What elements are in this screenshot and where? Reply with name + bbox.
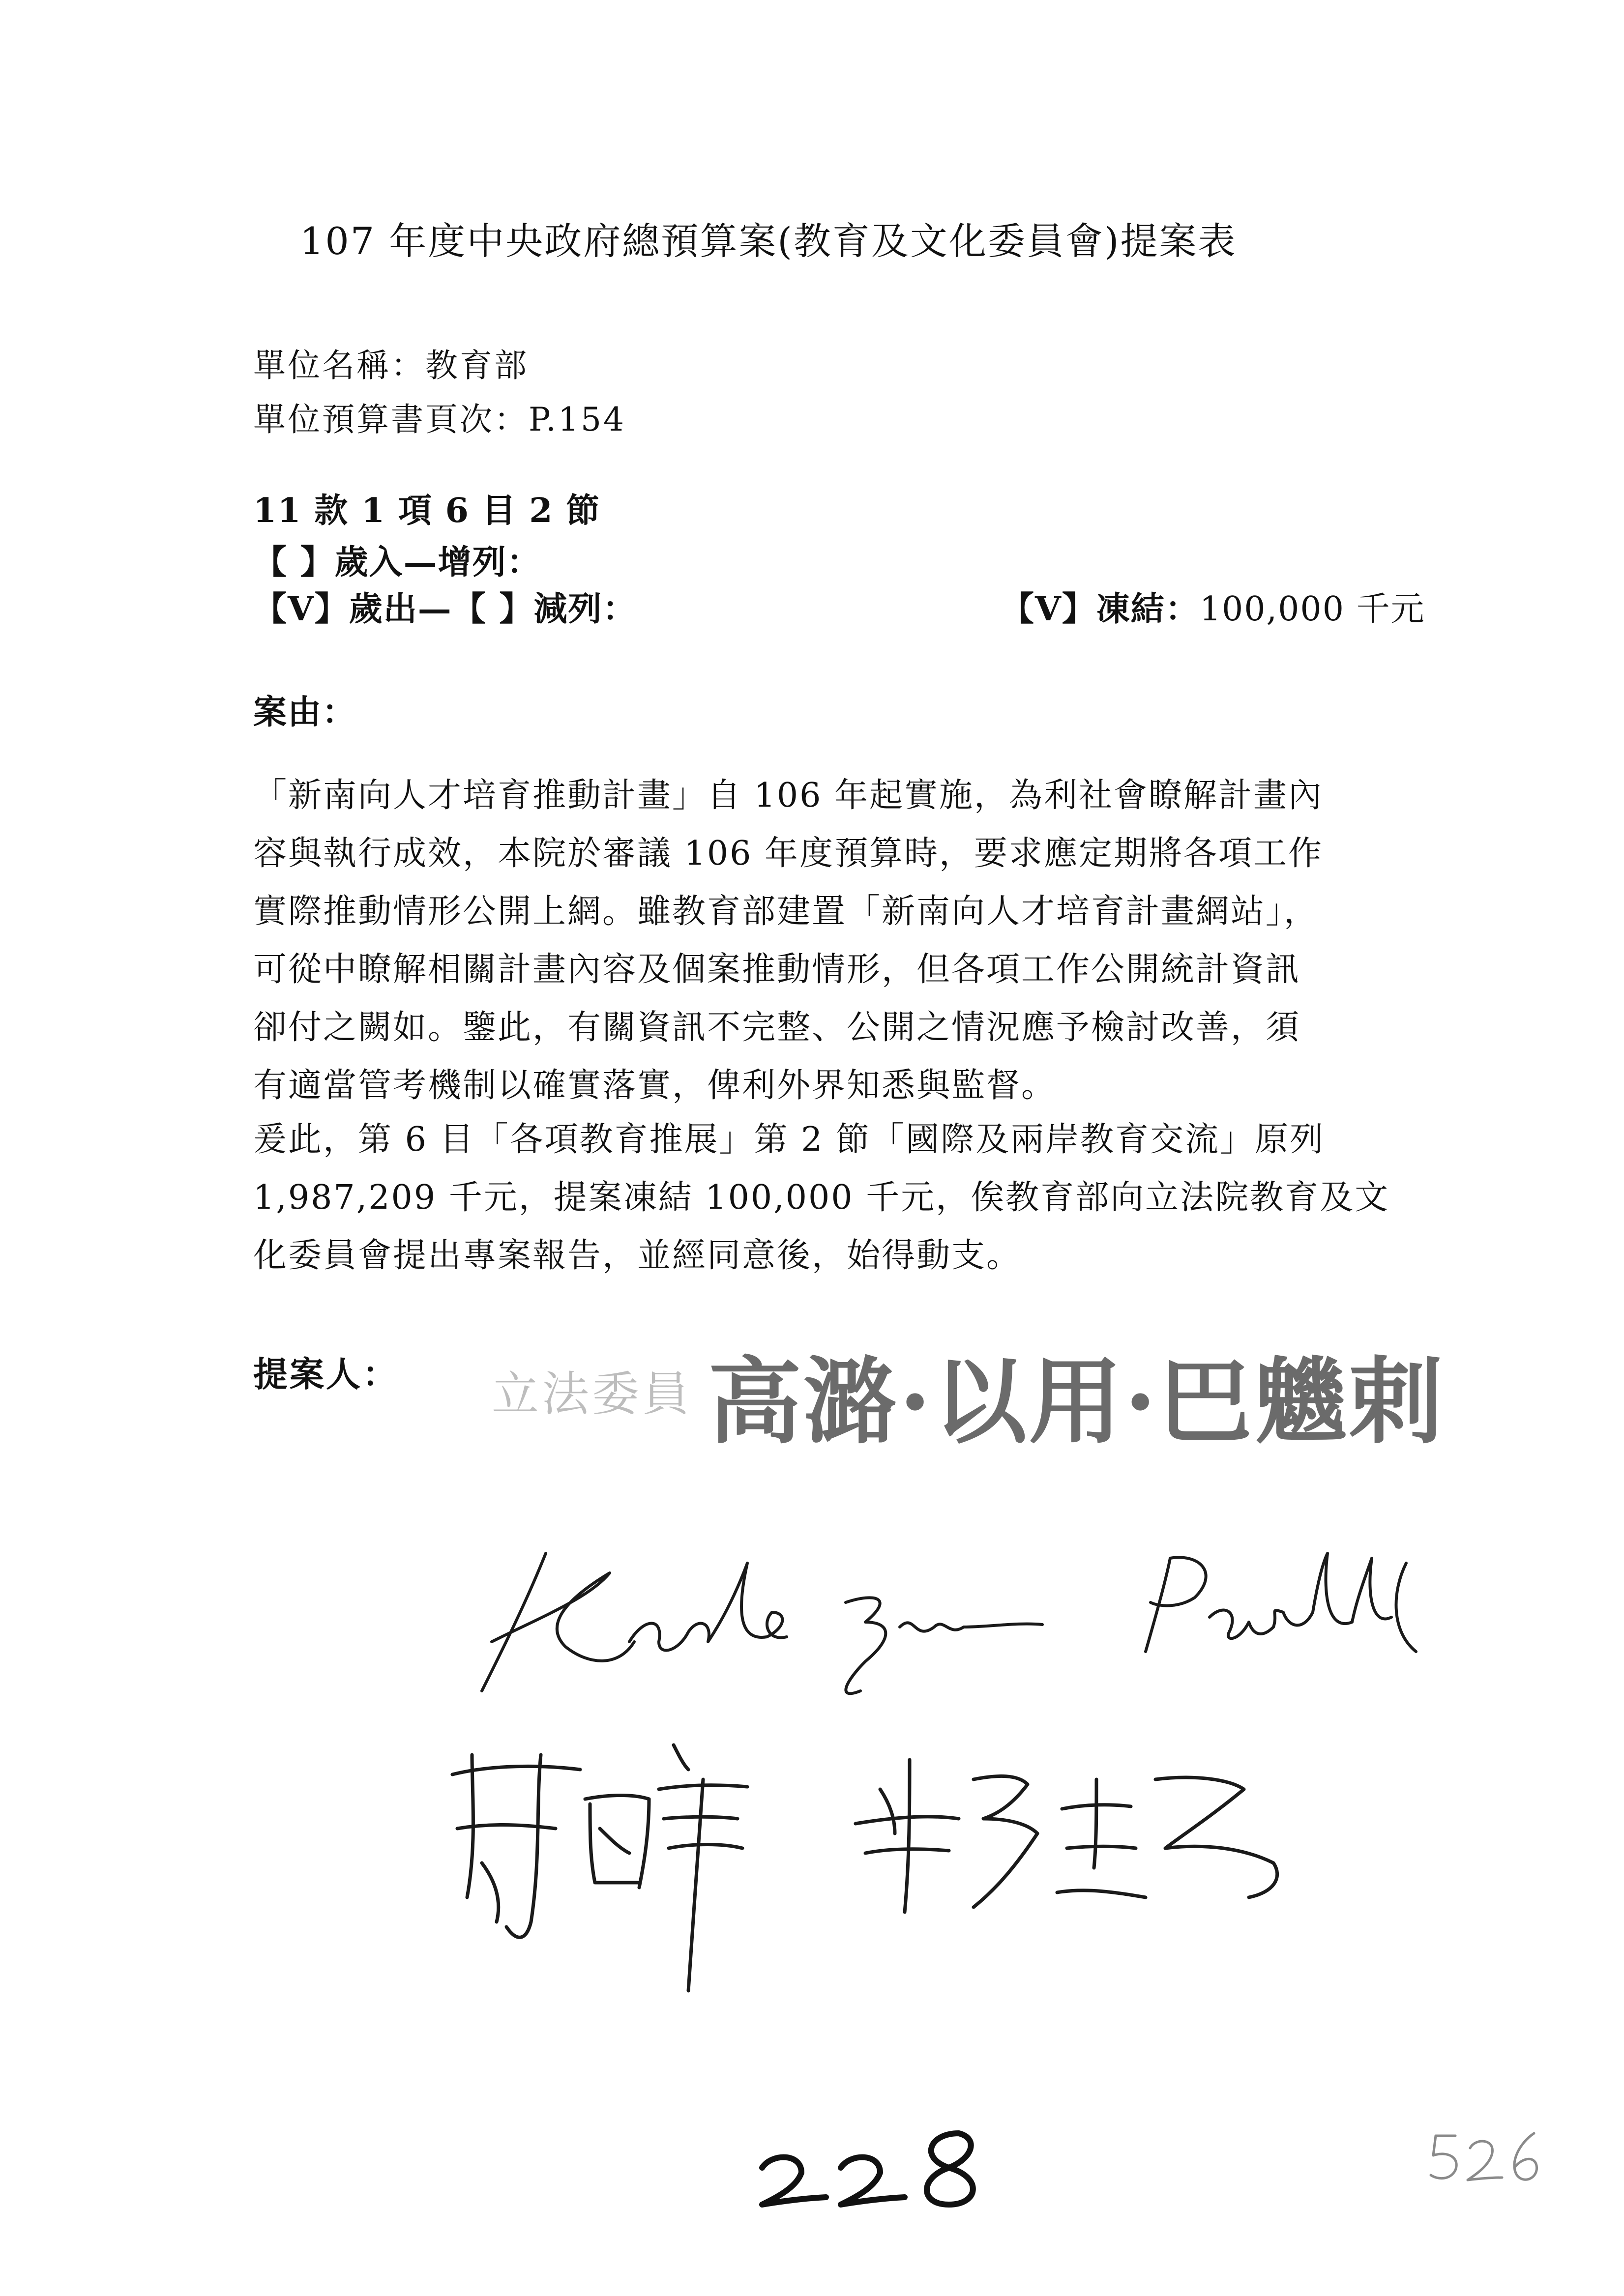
unit-page-line: 單位預算書頁次：P.154 <box>253 401 626 438</box>
reason-heading: 案由： <box>253 693 357 732</box>
paragraph-line: 卻付之闕如。鑒此，有關資訊不完整、公開之情況應予檢討改善，須 <box>253 1008 1301 1047</box>
section-line: 11 款 1 項 6 目 2 節 <box>253 491 601 530</box>
paragraph-line: 「新南向人才培育推動計畫」自 106 年起實施，為利社會瞭解計畫內 <box>253 776 1324 815</box>
handwritten-page-number <box>752 2123 1008 2212</box>
chinese-signature-left <box>443 1735 757 2010</box>
paragraph-line: 有適當管考機制以確實落實，俾利外界知悉與監督。 <box>253 1066 1057 1105</box>
proposer-label: 提案人： <box>253 1354 399 1395</box>
handwritten-corner-number <box>1426 2128 1544 2187</box>
chinese-signature-right <box>851 1750 1303 1927</box>
paragraph-line: 可從中瞭解相關計畫內容及個案推動情形，但各項工作公開統計資訊 <box>253 950 1301 989</box>
expenditure-line: 【V】歲出—【 】減列： <box>253 589 637 629</box>
paragraph-line: 化委員會提出專案報告，並經同意後，始得動支。 <box>253 1236 1022 1275</box>
freeze-amount: 100,000 千元 <box>1199 590 1425 629</box>
revenue-line: 【 】歲入—增列： <box>253 543 541 582</box>
paragraph-line: 容與執行成效，本院於審議 106 年度預算時，要求應定期將各項工作 <box>253 834 1324 873</box>
freeze-field <box>1001 582 1425 630</box>
document-title: 107 年度中央政府總預算案(教育及文化委員會)提案表 <box>300 219 1237 263</box>
reason-paragraph <box>253 767 1384 1115</box>
freeze-label: 【V】凍結： <box>1001 589 1200 629</box>
unit-name-line: 單位名稱：教育部 <box>253 347 529 384</box>
expenditure-row <box>253 582 1425 630</box>
stamp-name: 高潞·以用·巴魕剌 <box>708 1347 1445 1456</box>
resolution-paragraph <box>253 1111 1390 1285</box>
paragraph-line: 爰此，第 6 目「各項教育推展」第 2 節「國際及兩岸教育交流」原列 <box>253 1120 1325 1159</box>
paragraph-line: 實際推動情形公開上網。雖教育部建置「新南向人才培育計畫網站」， <box>253 892 1319 931</box>
legislator-name-stamp <box>492 1322 1445 1456</box>
latin-signature <box>472 1543 1431 1706</box>
stamp-prefix: 立法委員 <box>492 1366 692 1422</box>
paragraph-line: 1,987,209 千元，提案凍結 100,000 千元，俟教育部向立法院教育及文 <box>253 1178 1390 1217</box>
